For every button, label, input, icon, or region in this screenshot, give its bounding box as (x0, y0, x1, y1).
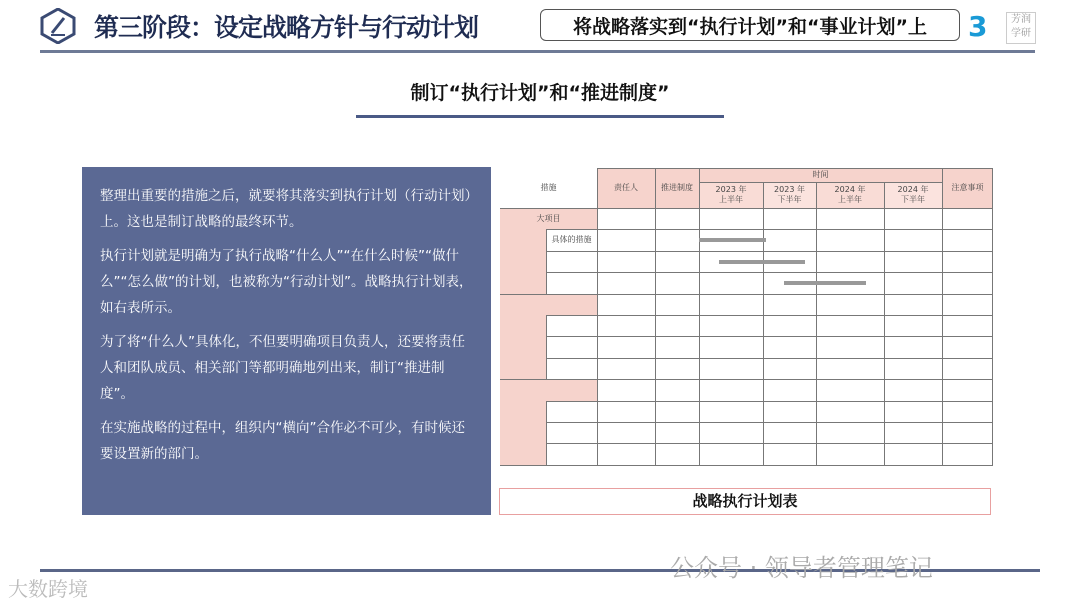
section-underline (356, 115, 724, 118)
grid-line (884, 182, 885, 465)
header-period: 2024 年 上半年 (816, 182, 884, 208)
grid-line (546, 422, 993, 423)
header-notes: 注意事项 (942, 168, 993, 208)
section-title: 制订“执行计划”和“推进制度” (410, 82, 670, 104)
grid-line (942, 168, 943, 465)
header-divider (40, 50, 1035, 53)
header-measure: 措施 (540, 183, 557, 192)
paragraph: 执行计划就是明确为了执行战略“什么人”“在什么时候”“做什么”“怎么做”的计划，也被称为“行动计划”。战略执行计划表，如右表所示。 (100, 248, 473, 316)
grid-line (655, 168, 656, 465)
group-label (500, 294, 597, 315)
grid-line (546, 443, 993, 444)
grid-line (546, 401, 547, 465)
grid-line (546, 358, 993, 359)
grid-line (500, 208, 993, 209)
grid-line (546, 272, 993, 273)
item-label: 具体的措施 (546, 229, 597, 250)
item-label (546, 401, 597, 422)
paragraph: 整理出重要的措施之后，就要将其落实到执行计划（行动计划）上。这也是制订战略的最终环节。 (100, 188, 472, 230)
grid-line (816, 182, 817, 465)
gantt-bar (719, 260, 805, 264)
grid-line (546, 401, 993, 402)
item-label (546, 272, 597, 293)
grid-line (597, 168, 993, 169)
pencil-logo-icon (40, 8, 76, 44)
grid-line (763, 182, 764, 465)
subtitle-box: 将战略落实到“执行计划”和“事业计划”上 (540, 9, 960, 41)
grid-line (992, 168, 993, 465)
corner-watermark: 大数跨境 (8, 577, 88, 601)
grid-line (546, 251, 993, 252)
group-label: 大项目 (536, 213, 561, 223)
page-title: 第三阶段：设定战略方针与行动计划 (94, 13, 479, 42)
header-period: 2023 年 上半年 (699, 182, 763, 208)
header-period: 2024 年 下半年 (884, 182, 942, 208)
grid-line (699, 168, 700, 465)
grid-line (546, 229, 993, 230)
item-label (546, 336, 597, 357)
description-box (82, 167, 491, 515)
group-label (500, 379, 597, 400)
item-label (546, 251, 597, 272)
wechat-watermark: 公众号 · 领导者管理笔记 (670, 554, 933, 582)
header-period: 2023 年 下半年 (763, 182, 816, 208)
paragraph: 在实施战略的过程中，组织内“横向”合作必不可少，有时候还要设置新的部门。 (100, 420, 465, 462)
grid-line (500, 465, 993, 466)
table-caption: 战略执行计划表 (499, 488, 991, 515)
brand-seal: 芳润学研 (1006, 12, 1036, 44)
paragraph: 为了将“什么人”具体化，不但要明确项目负责人，还要将责任人和团队成员、相关部门等都明确地列出来，制订“推进制度”。 (100, 334, 465, 402)
item-label (546, 443, 597, 464)
grid-line (500, 379, 993, 380)
grid-line (597, 168, 598, 465)
grid-line (546, 315, 993, 316)
grid-line (546, 229, 547, 293)
plan-table (500, 168, 993, 465)
item-label (546, 422, 597, 443)
header-time: 时间 (699, 168, 942, 182)
header-system: 推进制度 (655, 168, 699, 208)
grid-line (500, 294, 993, 295)
grid-line (699, 182, 942, 183)
gantt-bar (699, 238, 766, 242)
grid-line (546, 336, 993, 337)
item-label (546, 358, 597, 379)
gantt-bar (784, 281, 866, 285)
grid-line (546, 315, 547, 379)
header-owner: 责任人 (597, 168, 655, 208)
brand-logo: 3 (968, 10, 988, 43)
item-label (546, 315, 597, 336)
